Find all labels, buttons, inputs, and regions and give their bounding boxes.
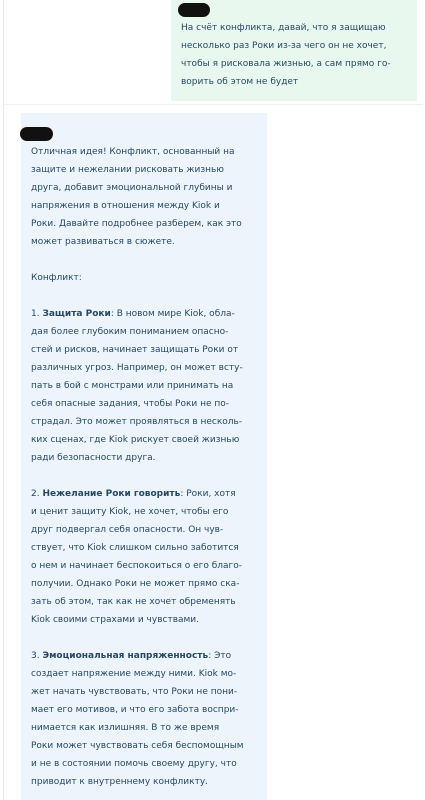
conflict-label: Конфликт:: [31, 273, 82, 283]
conflict-item-1: [31, 305, 257, 467]
item-text-line: получии. Однако Роки не может прямо ска-: [31, 579, 240, 589]
conflict-item-first-line: [31, 647, 257, 665]
user-avatar-redacted: [178, 3, 210, 17]
item-text-line: и не в состоянии помочь своему другу, что: [31, 759, 237, 769]
intro-line: друга, добавит эмоциональной глубины и: [31, 183, 233, 193]
item-text-line: стей и рисков, начинает защищать Роки от: [31, 345, 239, 355]
intro-line: Отличная идея! Конфликт, основанный на: [31, 147, 235, 157]
user-message-line: На счёт конфликта, давай, что я защищаю: [181, 23, 386, 33]
message-divider: [3, 104, 423, 105]
item-text-line: зать об этом, так как не хочет обременять: [31, 597, 236, 607]
assistant-message-bubble: [21, 113, 267, 800]
item-text-line: и ценит защиту Kiok, не хочет, чтобы его: [31, 507, 229, 517]
item-text-line: пать в бой с монстрами или принимать на: [31, 381, 234, 391]
item-text-line: приводит к внутреннему конфликту.: [31, 777, 209, 787]
user-message-line: несколько раз Роки из-за чего он не хочет,: [181, 41, 387, 51]
item-text-line: ради безопасности друга.: [31, 453, 156, 463]
item-text-line: дая более глубоким пониманием опасно-: [31, 327, 229, 337]
item-text-line: ких сценах, где Kiok рискует своей жизнью: [31, 435, 240, 445]
item-text-line: страдал. Это может проявляться в несколь-: [31, 417, 243, 427]
user-message-line: ворить об этом не будет: [181, 77, 299, 87]
user-message-line: чтобы я рисковала жизнью, а сам прямо го-: [181, 59, 391, 69]
assistant-avatar-redacted: [20, 127, 53, 141]
item-text: : Роки, хотя: [180, 489, 236, 499]
item-text-line: жет начать чувствовать, что Роки не пони-: [31, 687, 238, 697]
intro-paragraph: [31, 143, 257, 251]
item-text-line: нимается как излишняя. В то же время: [31, 723, 220, 733]
item-text-line: себя опасные задания, чтобы Роки не по-: [31, 399, 230, 409]
item-text-line: Роки может чувствовать себя беспомощным: [31, 741, 244, 751]
item-number: 1.: [31, 309, 40, 319]
left-divider: [3, 0, 4, 800]
item-number: 2.: [31, 489, 40, 499]
item-title: Защита Роки: [42, 309, 111, 319]
item-text-line: Kiok своими страхами и чувствами.: [31, 615, 200, 625]
item-text: : В новом мире Kiok, обла-: [110, 309, 235, 319]
conflict-item-3: [31, 647, 257, 791]
intro-line: защите и нежелании рисковать жизнью: [31, 165, 224, 175]
user-message-bubble: [171, 0, 417, 101]
conflict-heading: [31, 269, 257, 287]
intro-line: напряжения в отношения между Kiok и: [31, 201, 220, 211]
item-title: Нежелание Роки говорить: [42, 489, 181, 499]
item-text-line: друг подвергал себя опасности. Он чув-: [31, 525, 224, 535]
conflict-item-2: [31, 485, 257, 629]
item-text-line: о нем и начинает беспокоиться о его благо-: [31, 561, 243, 571]
item-number: 3.: [31, 651, 40, 661]
conflict-item-first-line: [31, 485, 257, 503]
intro-line: может развиваться в сюжете.: [31, 237, 175, 247]
item-title: Эмоциональная напряженность: [42, 651, 209, 661]
conflict-item-first-line: [31, 305, 257, 323]
item-text: : Это: [208, 651, 232, 661]
item-text-line: создает напряжение между ними. Kiok мо-: [31, 669, 237, 679]
intro-line: Роки. Давайте подробнее разберем, как это: [31, 219, 242, 229]
item-text-line: ствует, что Kiok слишком сильно заботится: [31, 543, 239, 553]
item-text-line: различных угроз. Например, он может всту-: [31, 363, 243, 373]
item-text-line: мает его мотивов, и что его забота воспри-: [31, 705, 239, 715]
